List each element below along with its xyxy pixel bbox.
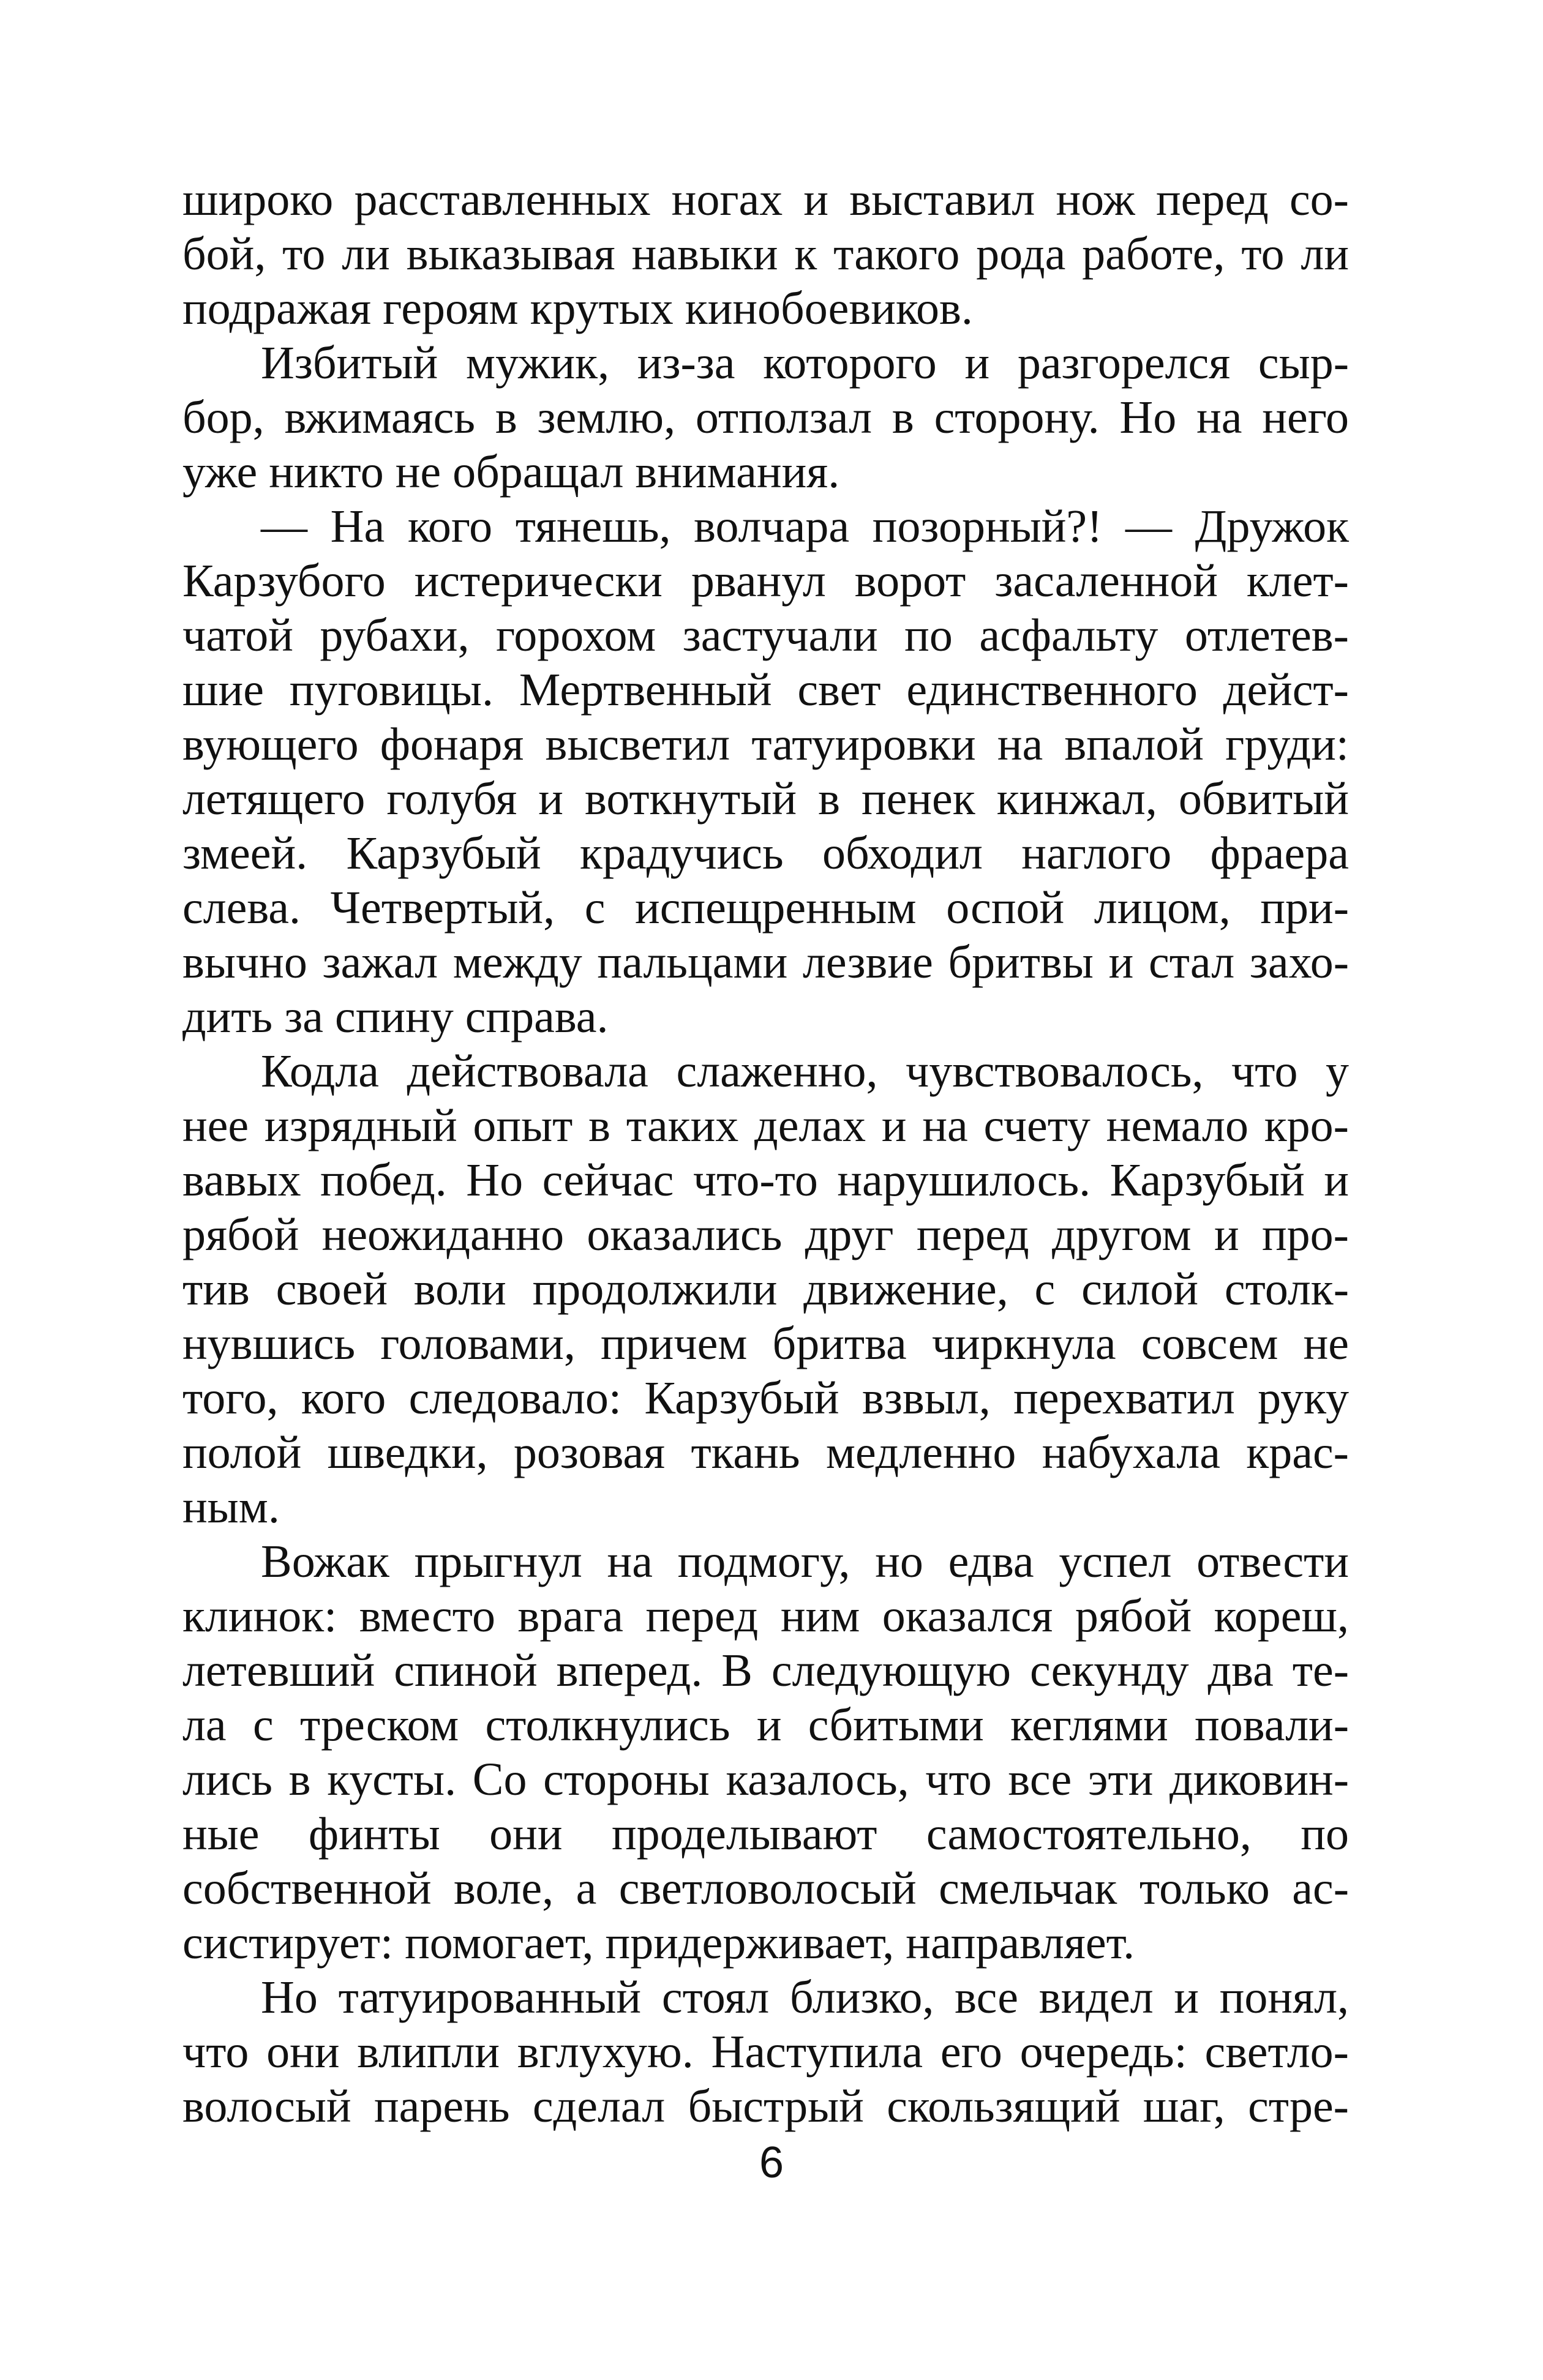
text-line: вычно зажал между пальцами лезвие бритвы и стал захо- bbox=[182, 937, 1349, 988]
text-line: летящего голубя и воткнутый в пенек кинжал, обвитый bbox=[182, 773, 1349, 825]
text-line: ла с треском столкнулись и сбитыми кеглями повали- bbox=[182, 1699, 1349, 1751]
text-line: что они влипли вглухую. Наступила его очередь: светло- bbox=[182, 2026, 1349, 2078]
text-line: ным. bbox=[182, 1481, 280, 1533]
text-line: вавых побед. Но сейчас что-то нарушилось. Карзубый и bbox=[182, 1154, 1349, 1206]
text-line: Кодла действовала слаженно, чувствовалось, что у bbox=[261, 1046, 1349, 1097]
text-line: уже никто не обращал внимания. bbox=[182, 446, 840, 498]
text-line: лись в кусты. Со стороны казалось, что все эти диковин- bbox=[182, 1754, 1349, 1805]
text-line: рябой неожиданно оказались друг перед другом и про- bbox=[182, 1209, 1349, 1260]
text-line: собственной воле, а светловолосый смельчак только ас- bbox=[182, 1863, 1349, 1914]
text-line: тив своей воли продолжили движение, с силой столк- bbox=[182, 1263, 1349, 1315]
text-line: ные финты они проделывают самостоятельно, по bbox=[182, 1808, 1349, 1860]
text-line: Но татуированный стоял близко, все видел и понял, bbox=[261, 1972, 1349, 2023]
text-line: бой, то ли выказывая навыки к такого рода работе, то ли bbox=[182, 228, 1349, 280]
text-line: волосый парень сделал быстрый скользящий шаг, стре- bbox=[182, 2081, 1349, 2132]
text-line: чатой рубахи, горохом застучали по асфальту отлетев- bbox=[182, 610, 1349, 661]
text-line: летевший спиной вперед. В следующую секунду два те- bbox=[182, 1645, 1349, 1696]
text-line: нувшись головами, причем бритва чиркнула совсем не bbox=[182, 1318, 1349, 1369]
page-number: 6 bbox=[759, 2138, 784, 2187]
text-line: слева. Четвертый, с испещренным оспой лицом, при- bbox=[182, 882, 1349, 934]
text-line: Избитый мужик, из-за которого и разгорелся сыр- bbox=[261, 337, 1349, 389]
text-line: Вожак прыгнул на подмогу, но едва успел отвести bbox=[261, 1536, 1349, 1587]
text-line: нее изрядный опыт в таких делах и на счету немало кро- bbox=[182, 1100, 1349, 1151]
text-line: бор, вжимаясь в землю, отползал в сторону. Но на него bbox=[182, 392, 1349, 443]
text-line: Карзубого истерически рванул ворот засаленной клет- bbox=[182, 555, 1349, 607]
text-line: змеей. Карзубый крадучись обходил наглого фраера bbox=[182, 828, 1349, 879]
text-line: шие пуговицы. Мертвенный свет единственного дейст- bbox=[182, 664, 1349, 716]
text-line: вующего фонаря высветил татуировки на впалой груди: bbox=[182, 719, 1349, 770]
text-line: подражая героям крутых кинобоевиков. bbox=[182, 283, 973, 334]
text-line: того, кого следовало: Карзубый взвыл, перехватил руку bbox=[182, 1372, 1349, 1424]
body-text bbox=[182, 173, 1349, 2134]
text-line: полой шведки, розовая ткань медленно набухала крас- bbox=[182, 1427, 1349, 1478]
text-line: дить за спину справа. bbox=[182, 991, 609, 1042]
text-line: клинок: вместо врага перед ним оказался рябой кореш, bbox=[182, 1590, 1349, 1642]
text-line: — На кого тянешь, волчара позорный?! — Дружок bbox=[261, 501, 1349, 552]
text-line: систирует: помогает, придерживает, направляет. bbox=[182, 1917, 1135, 1969]
text-line: широко расставленных ногах и выставил нож перед со- bbox=[182, 174, 1349, 225]
